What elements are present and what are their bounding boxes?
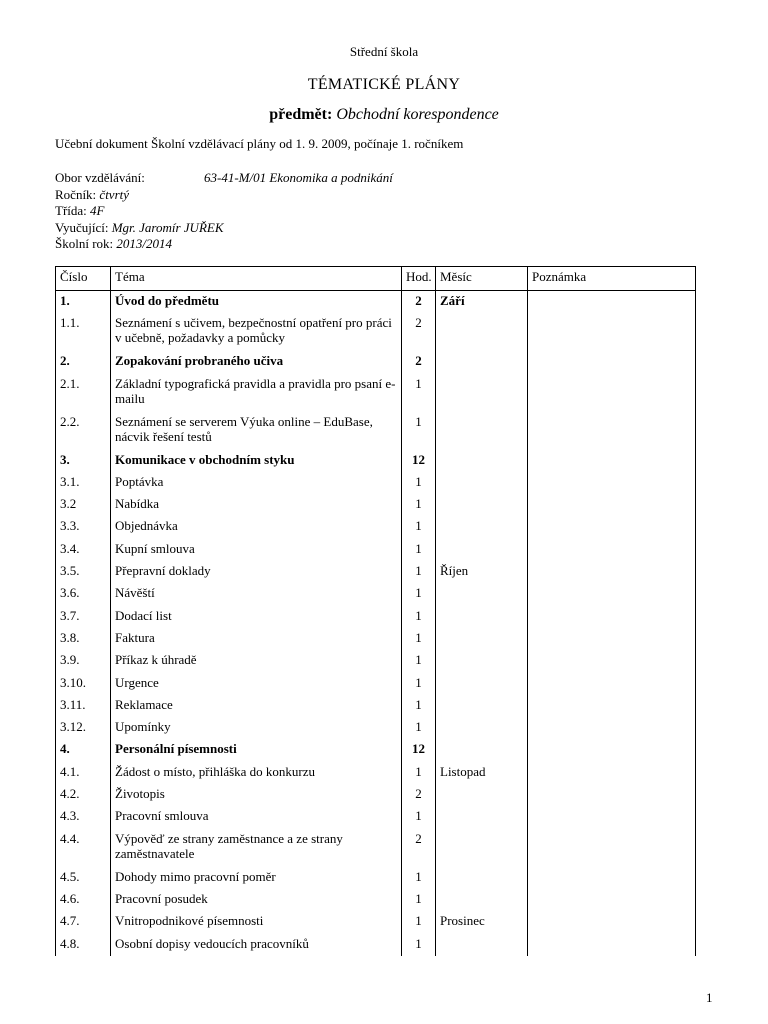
table-row bbox=[56, 561, 696, 583]
cell-mesic bbox=[436, 472, 528, 494]
cell-mesic bbox=[436, 889, 528, 911]
cell-hodiny: 1 bbox=[402, 911, 436, 933]
cell-hodiny: 2 bbox=[402, 784, 436, 806]
rocnik-value: čtvrtý bbox=[99, 187, 130, 202]
cell-cislo: 4.7. bbox=[56, 911, 111, 933]
cell-cislo: 1.1. bbox=[56, 313, 111, 351]
school-name: Střední škola bbox=[349, 44, 419, 59]
cell-hodiny: 2 bbox=[402, 829, 436, 867]
cell-poznamka bbox=[528, 650, 696, 672]
cell-hodiny: 1 bbox=[402, 583, 436, 605]
cell-poznamka bbox=[528, 472, 696, 494]
cell-cislo: 4. bbox=[56, 739, 111, 761]
obor-label: Obor vzdělávání: bbox=[55, 170, 145, 185]
subject-line bbox=[0, 106, 768, 124]
cell-mesic bbox=[436, 583, 528, 605]
section-row bbox=[56, 450, 696, 472]
cell-hodiny: 1 bbox=[402, 806, 436, 828]
vyucujici-value: Mgr. Jaromír JUŘEK bbox=[111, 220, 224, 235]
cell-cislo: 4.6. bbox=[56, 889, 111, 911]
cell-hodiny: 1 bbox=[402, 695, 436, 717]
table-row bbox=[56, 583, 696, 605]
cell-tema: Osobní dopisy vedoucích pracovníků bbox=[111, 934, 402, 956]
cell-cislo: 3.12. bbox=[56, 717, 111, 739]
trida-label: Třída: bbox=[55, 203, 87, 218]
cell-hodiny: 12 bbox=[402, 739, 436, 761]
cell-tema: Seznámení se serverem Výuka online – EduBase, nácvik řešení testů bbox=[111, 412, 402, 450]
table-row bbox=[56, 717, 696, 739]
cell-poznamka bbox=[528, 717, 696, 739]
table-row bbox=[56, 673, 696, 695]
table-row bbox=[56, 539, 696, 561]
cell-poznamka bbox=[528, 351, 696, 373]
cell-poznamka bbox=[528, 867, 696, 889]
cell-poznamka bbox=[528, 583, 696, 605]
cell-cislo: 3.5. bbox=[56, 561, 111, 583]
table-row bbox=[56, 806, 696, 828]
cell-cislo: 3.9. bbox=[56, 650, 111, 672]
cell-mesic bbox=[436, 867, 528, 889]
cell-mesic bbox=[436, 450, 528, 472]
plan-table-body bbox=[56, 291, 696, 956]
cell-cislo: 4.4. bbox=[56, 829, 111, 867]
cell-mesic bbox=[436, 539, 528, 561]
table-row bbox=[56, 762, 696, 784]
cell-tema: Žádost o místo, přihláška do konkurzu bbox=[111, 762, 402, 784]
table-row bbox=[56, 374, 696, 412]
cell-tema: Komunikace v obchodním styku bbox=[111, 450, 402, 472]
cell-cislo: 3.10. bbox=[56, 673, 111, 695]
cell-tema: Poptávka bbox=[111, 472, 402, 494]
table-row bbox=[56, 911, 696, 933]
cell-cislo: 2.2. bbox=[56, 412, 111, 450]
cell-mesic bbox=[436, 673, 528, 695]
column-header-poznamka: Poznámka bbox=[528, 267, 696, 291]
cell-cislo: 3.1. bbox=[56, 472, 111, 494]
page-title: TÉMATICKÉ PLÁNY bbox=[307, 76, 461, 93]
table-row bbox=[56, 784, 696, 806]
cell-hodiny: 1 bbox=[402, 374, 436, 412]
cell-poznamka bbox=[528, 829, 696, 867]
cell-tema: Urgence bbox=[111, 673, 402, 695]
cell-mesic: Prosinec bbox=[436, 911, 528, 933]
cell-tema: Reklamace bbox=[111, 695, 402, 717]
table-row bbox=[56, 695, 696, 717]
cell-mesic bbox=[436, 628, 528, 650]
cell-cislo: 3.6. bbox=[56, 583, 111, 605]
cell-cislo: 2.1. bbox=[56, 374, 111, 412]
cell-poznamka bbox=[528, 695, 696, 717]
cell-poznamka bbox=[528, 628, 696, 650]
cell-cislo: 1. bbox=[56, 291, 111, 314]
table-row bbox=[56, 516, 696, 538]
cell-poznamka bbox=[528, 889, 696, 911]
cell-tema: Upomínky bbox=[111, 717, 402, 739]
cell-tema: Životopis bbox=[111, 784, 402, 806]
cell-cislo: 3.8. bbox=[56, 628, 111, 650]
cell-hodiny: 1 bbox=[402, 628, 436, 650]
table-row bbox=[56, 628, 696, 650]
document-line: Učební dokument Školní vzdělávací plány od 1. 9. 2009, počínaje 1. ročníkem bbox=[55, 136, 464, 151]
cell-poznamka bbox=[528, 606, 696, 628]
cell-cislo: 3. bbox=[56, 450, 111, 472]
cell-poznamka bbox=[528, 516, 696, 538]
cell-mesic bbox=[436, 934, 528, 956]
cell-tema: Kupní smlouva bbox=[111, 539, 402, 561]
cell-tema: Úvod do předmětu bbox=[111, 291, 402, 314]
rocnik-label: Ročník: bbox=[55, 187, 97, 202]
table-row bbox=[56, 313, 696, 351]
cell-mesic bbox=[436, 717, 528, 739]
cell-poznamka bbox=[528, 762, 696, 784]
cell-hodiny: 1 bbox=[402, 539, 436, 561]
cell-poznamka bbox=[528, 450, 696, 472]
cell-tema: Základní typografická pravidla a pravidla pro psaní e-mailu bbox=[111, 374, 402, 412]
table-row bbox=[56, 889, 696, 911]
cell-mesic bbox=[436, 695, 528, 717]
cell-mesic bbox=[436, 313, 528, 351]
cell-mesic bbox=[436, 806, 528, 828]
info-obor bbox=[55, 169, 393, 187]
table-row bbox=[56, 412, 696, 450]
cell-cislo: 2. bbox=[56, 351, 111, 373]
cell-mesic bbox=[436, 374, 528, 412]
cell-hodiny: 1 bbox=[402, 762, 436, 784]
cell-tema: Návěští bbox=[111, 583, 402, 605]
cell-cislo: 4.1. bbox=[56, 762, 111, 784]
cell-tema: Nabídka bbox=[111, 494, 402, 516]
cell-cislo: 3.11. bbox=[56, 695, 111, 717]
page-number: 1 bbox=[706, 990, 713, 1005]
cell-hodiny: 1 bbox=[402, 516, 436, 538]
cell-mesic bbox=[436, 412, 528, 450]
cell-mesic bbox=[436, 606, 528, 628]
section-row bbox=[56, 739, 696, 761]
cell-hodiny: 1 bbox=[402, 889, 436, 911]
cell-poznamka bbox=[528, 911, 696, 933]
table-row bbox=[56, 867, 696, 889]
cell-mesic: Listopad bbox=[436, 762, 528, 784]
info-skolni-rok bbox=[55, 235, 172, 253]
cell-hodiny: 12 bbox=[402, 450, 436, 472]
column-header-tema: Téma bbox=[111, 267, 402, 291]
cell-cislo: 4.5. bbox=[56, 867, 111, 889]
cell-poznamka bbox=[528, 494, 696, 516]
plan-table bbox=[55, 266, 696, 956]
cell-tema: Personální písemnosti bbox=[111, 739, 402, 761]
cell-cislo: 3.3. bbox=[56, 516, 111, 538]
column-header-hod: Hod. bbox=[402, 267, 436, 291]
cell-hodiny: 2 bbox=[402, 313, 436, 351]
cell-hodiny: 1 bbox=[402, 673, 436, 695]
cell-hodiny: 1 bbox=[402, 867, 436, 889]
cell-hodiny: 1 bbox=[402, 412, 436, 450]
cell-mesic bbox=[436, 829, 528, 867]
cell-hodiny: 1 bbox=[402, 934, 436, 956]
cell-poznamka bbox=[528, 784, 696, 806]
cell-poznamka bbox=[528, 739, 696, 761]
cell-tema: Zopakování probraného učiva bbox=[111, 351, 402, 373]
table-row bbox=[56, 650, 696, 672]
table-header-row bbox=[56, 267, 696, 291]
cell-hodiny: 2 bbox=[402, 291, 436, 314]
table-row bbox=[56, 606, 696, 628]
cell-tema: Pracovní posudek bbox=[111, 889, 402, 911]
cell-poznamka bbox=[528, 561, 696, 583]
cell-mesic bbox=[436, 516, 528, 538]
cell-poznamka bbox=[528, 313, 696, 351]
cell-cislo: 4.2. bbox=[56, 784, 111, 806]
cell-mesic: Září bbox=[436, 291, 528, 314]
cell-cislo: 3.7. bbox=[56, 606, 111, 628]
cell-tema: Faktura bbox=[111, 628, 402, 650]
table-row bbox=[56, 494, 696, 516]
table-row bbox=[56, 829, 696, 867]
cell-mesic bbox=[436, 351, 528, 373]
column-header-mesic: Měsíc bbox=[436, 267, 528, 291]
subject-value: Obchodní korespondence bbox=[336, 106, 499, 123]
cell-hodiny: 1 bbox=[402, 717, 436, 739]
cell-tema: Objednávka bbox=[111, 516, 402, 538]
cell-cislo: 3.2 bbox=[56, 494, 111, 516]
cell-tema: Dodací list bbox=[111, 606, 402, 628]
cell-hodiny: 2 bbox=[402, 351, 436, 373]
vyucujici-label: Vyučující: bbox=[55, 220, 109, 235]
cell-poznamka bbox=[528, 291, 696, 314]
cell-poznamka bbox=[528, 806, 696, 828]
cell-hodiny: 1 bbox=[402, 606, 436, 628]
obor-value: 63-41-M/01 Ekonomika a podnikání bbox=[204, 170, 393, 185]
cell-mesic bbox=[436, 650, 528, 672]
cell-tema: Přepravní doklady bbox=[111, 561, 402, 583]
cell-tema: Pracovní smlouva bbox=[111, 806, 402, 828]
info-trida bbox=[55, 202, 104, 220]
cell-cislo: 3.4. bbox=[56, 539, 111, 561]
table-row bbox=[56, 934, 696, 956]
cell-poznamka bbox=[528, 673, 696, 695]
cell-mesic bbox=[436, 494, 528, 516]
column-header-cislo: Číslo bbox=[56, 267, 111, 291]
trida-value: 4F bbox=[90, 203, 105, 218]
cell-tema: Seznámení s učivem, bezpečnostní opatření pro práci v učebně, požadavky a pomůcky bbox=[111, 313, 402, 351]
section-row bbox=[56, 291, 696, 314]
rok-label: Školní rok: bbox=[55, 236, 114, 251]
cell-poznamka bbox=[528, 412, 696, 450]
cell-poznamka bbox=[528, 934, 696, 956]
cell-cislo: 4.8. bbox=[56, 934, 111, 956]
cell-hodiny: 1 bbox=[402, 561, 436, 583]
cell-poznamka bbox=[528, 374, 696, 412]
cell-hodiny: 1 bbox=[402, 472, 436, 494]
cell-tema: Dohody mimo pracovní poměr bbox=[111, 867, 402, 889]
cell-mesic bbox=[436, 784, 528, 806]
cell-tema: Příkaz k úhradě bbox=[111, 650, 402, 672]
cell-tema: Vnitropodnikové písemnosti bbox=[111, 911, 402, 933]
cell-tema: Výpověď ze strany zaměstnance a ze strany zaměstnavatele bbox=[111, 829, 402, 867]
cell-mesic: Říjen bbox=[436, 561, 528, 583]
cell-poznamka bbox=[528, 539, 696, 561]
cell-hodiny: 1 bbox=[402, 494, 436, 516]
table-row bbox=[56, 472, 696, 494]
section-row bbox=[56, 351, 696, 373]
cell-hodiny: 1 bbox=[402, 650, 436, 672]
rok-value: 2013/2014 bbox=[116, 236, 173, 251]
subject-label: předmět: bbox=[269, 106, 333, 123]
cell-mesic bbox=[436, 739, 528, 761]
cell-cislo: 4.3. bbox=[56, 806, 111, 828]
